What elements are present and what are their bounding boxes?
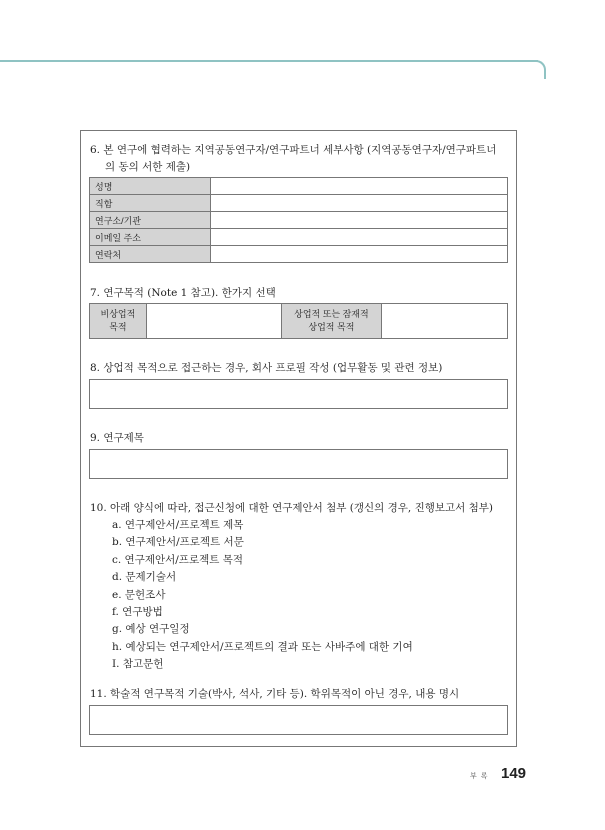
question-6-title-cont: 의 동의 서한 제출)	[105, 161, 191, 173]
name-label: 성명	[90, 178, 211, 195]
question-6-title: 6. 본 연구에 협력하는 지역공동연구자/연구파트너 세부사항 (지역공동연구자/연구파트너	[90, 144, 497, 156]
commercial-label-line2: 상업적 목적	[308, 322, 355, 332]
table-row	[90, 212, 508, 229]
title-field[interactable]	[211, 195, 508, 212]
question-7-title: 7. 연구목적 (Note 1 참고). 한가지 선택	[90, 287, 276, 299]
noncommercial-select-cell[interactable]	[146, 304, 281, 339]
list-item: d. 문제기술서	[112, 571, 177, 584]
institution-label: 연구소/기관	[90, 212, 211, 229]
question-9-title: 9. 연구제목	[90, 432, 144, 444]
list-item: b. 연구제안서/프로젝트 서문	[112, 536, 244, 549]
question-10-title: 10. 아래 양식에 따라, 접근신청에 대한 연구제안서 첨부 (갱신의 경우, 진행보고서 첨부)	[90, 502, 493, 514]
email-field[interactable]	[211, 229, 508, 246]
contact-label: 연락처	[90, 246, 211, 263]
academic-purpose-field[interactable]	[89, 705, 508, 735]
institution-field[interactable]	[211, 212, 508, 229]
name-field[interactable]	[211, 178, 508, 195]
list-item: e. 문헌조사	[112, 588, 166, 601]
commercial-label	[281, 304, 382, 339]
list-item: a. 연구제안서/프로젝트 제목	[112, 519, 244, 531]
email-label: 이메일 주소	[90, 229, 211, 246]
list-item: I. 참고문헌	[112, 658, 164, 671]
proposal-items-list	[112, 517, 413, 674]
list-item: h. 예상되는 연구제안서/프로젝트의 결과 또는 사바주에 대한 기여	[112, 640, 413, 653]
page-number: 149	[501, 765, 527, 782]
noncommercial-label	[90, 304, 147, 339]
header-rule-corner	[531, 60, 546, 79]
list-item: c. 연구제안서/프로젝트 목적	[112, 553, 244, 566]
commercial-select-cell[interactable]	[382, 304, 508, 339]
partner-details-table	[89, 177, 508, 263]
table-row	[90, 304, 508, 339]
table-row	[90, 178, 508, 195]
research-title-field[interactable]	[89, 449, 508, 479]
noncommercial-label-line1: 비상업적	[100, 309, 136, 319]
noncommercial-label-line2: 목적	[109, 322, 127, 332]
title-label: 직함	[90, 195, 211, 212]
table-row	[90, 195, 508, 212]
table-row	[90, 229, 508, 246]
table-row	[90, 246, 508, 263]
header-rule	[0, 60, 538, 62]
question-11-title: 11. 학술적 연구목적 기술(박사, 석사, 기타 등). 학위목적이 아닌 경우, 내용 명시	[90, 688, 460, 700]
commercial-label-line1: 상업적 또는 잠재적	[294, 309, 369, 319]
company-profile-field[interactable]	[89, 379, 508, 409]
list-item: g. 예상 연구일정	[112, 623, 190, 636]
contact-field[interactable]	[211, 246, 508, 263]
list-item: f. 연구방법	[112, 606, 163, 619]
research-purpose-table	[89, 303, 508, 339]
section-label: 부 록	[470, 773, 489, 780]
question-8-title: 8. 상업적 목적으로 접근하는 경우, 회사 프로필 작성 (업무활동 및 관련 정보)	[90, 362, 443, 374]
